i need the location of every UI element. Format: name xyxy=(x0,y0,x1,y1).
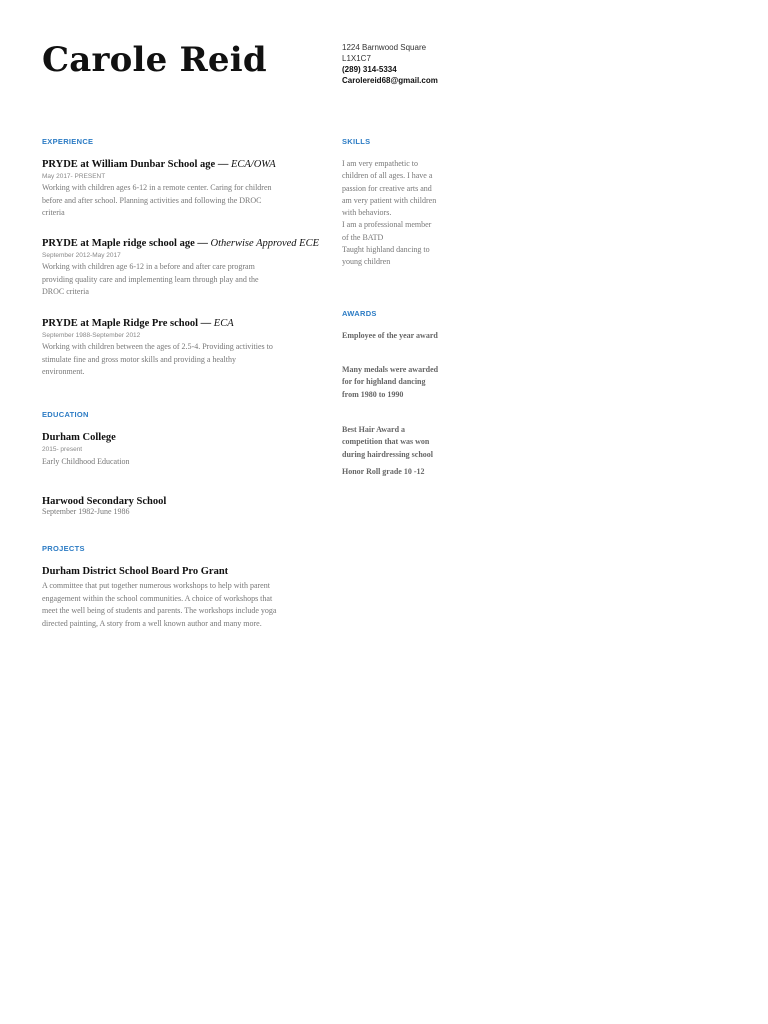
education-program: Early Childhood Education xyxy=(42,457,130,466)
desc-line: environment. xyxy=(42,367,85,376)
experience-org: PRYDE at Maple ridge school age — xyxy=(42,238,211,249)
award-line: Honor Roll grade 10 -12 xyxy=(342,467,425,476)
desc-line: directed painting, A story from a well known author and many more. xyxy=(42,618,262,628)
education-item xyxy=(42,496,166,519)
desc-line: stimulate fine and gross motor skills and providing a healthy xyxy=(42,354,236,364)
award-line: during hairdressing school xyxy=(342,449,433,459)
experience-date: September 1988-September 2012 xyxy=(42,332,141,339)
award-item xyxy=(342,364,472,401)
phone-number: (289) 314-5334 xyxy=(342,65,397,74)
award-line: Employee of the year award xyxy=(342,331,438,340)
experience-description xyxy=(42,341,273,379)
project-name: Durham District School Board Pro Grant xyxy=(42,566,229,577)
contact-block xyxy=(342,42,438,86)
skill-line: children of all ages. I have a xyxy=(342,171,433,181)
skills-text xyxy=(342,158,472,269)
education-school: Harwood Secondary School xyxy=(42,496,167,507)
address-line-2: L1X1C7 xyxy=(342,54,371,63)
experience-org: PRYDE at William Dunbar School age — xyxy=(42,159,231,170)
award-item xyxy=(342,330,472,342)
award-line: competition that was won xyxy=(342,437,430,447)
experience-role: Otherwise Approved ECE xyxy=(210,238,319,249)
skill-line: with behaviors. xyxy=(342,208,392,218)
resume-name: Carole Reid xyxy=(42,40,267,80)
project-item xyxy=(42,566,276,630)
skill-line: I am very empathetic to xyxy=(342,159,418,168)
project-description xyxy=(42,580,276,630)
skills-heading: SKILLS xyxy=(342,137,371,146)
award-item xyxy=(342,424,472,461)
desc-line: A committee that put together numerous workshops to help with parent xyxy=(42,581,270,590)
desc-line: Working with children between the ages of 2.5-4. Providing activities to xyxy=(42,342,273,351)
award-line: Best Hair Award a xyxy=(342,425,406,434)
skill-line: of the BATD xyxy=(342,232,384,242)
experience-date: September 2012-May 2017 xyxy=(42,252,121,259)
desc-line: Working with children age 6-12 in a before and after care program xyxy=(42,262,255,271)
award-line: for for highland dancing xyxy=(342,377,426,387)
experience-title xyxy=(42,318,273,329)
experience-date: May 2017- PRESENT xyxy=(42,173,106,180)
education-item xyxy=(42,432,130,469)
education-school: Durham College xyxy=(42,432,116,443)
skill-line: I am a professional member xyxy=(342,220,432,230)
skill-line: young children xyxy=(342,257,391,267)
award-line: from 1980 to 1990 xyxy=(342,389,404,399)
experience-description xyxy=(42,182,276,220)
awards-heading: AWARDS xyxy=(342,309,377,318)
skill-line: Taught highland dancing to xyxy=(342,245,430,255)
education-heading: EDUCATION xyxy=(42,410,89,419)
email-address: Carolereid68@gmail.com xyxy=(342,76,438,85)
experience-item xyxy=(42,318,273,379)
skill-line: passion for creative arts and xyxy=(342,183,432,193)
projects-heading: PROJECTS xyxy=(42,544,85,553)
experience-role: ECA/OWA xyxy=(230,159,276,170)
award-item xyxy=(342,466,472,478)
experience-title xyxy=(42,238,319,249)
desc-line: before and after school. Planning activities and following the DROC xyxy=(42,195,262,205)
experience-item xyxy=(42,159,276,220)
education-date: 2015- present xyxy=(42,446,83,453)
education-date: September 1982-June 1986 xyxy=(42,507,130,516)
address-line-1: 1224 Barnwood Square xyxy=(342,43,427,52)
desc-line: criteria xyxy=(42,208,65,217)
experience-role: ECA xyxy=(213,318,234,329)
experience-heading: EXPERIENCE xyxy=(42,137,94,146)
experience-description xyxy=(42,261,319,299)
desc-line: providing quality care and implementing learn through play and the xyxy=(42,274,259,284)
desc-line: DROC criteria xyxy=(42,287,89,296)
desc-line: engagement within the school communities. A choice of workshops that xyxy=(42,593,273,603)
experience-org: PRYDE at Maple Ridge Pre school — xyxy=(42,318,214,329)
experience-item xyxy=(42,238,319,299)
skill-line: am very patient with children xyxy=(342,195,437,205)
award-line: Many medals were awarded xyxy=(342,365,439,374)
experience-title xyxy=(42,159,276,170)
desc-line: Working with children ages 6-12 in a remote center. Caring for children xyxy=(42,183,272,192)
desc-line: meet the well being of students and parents. The workshops include yoga xyxy=(42,606,277,615)
